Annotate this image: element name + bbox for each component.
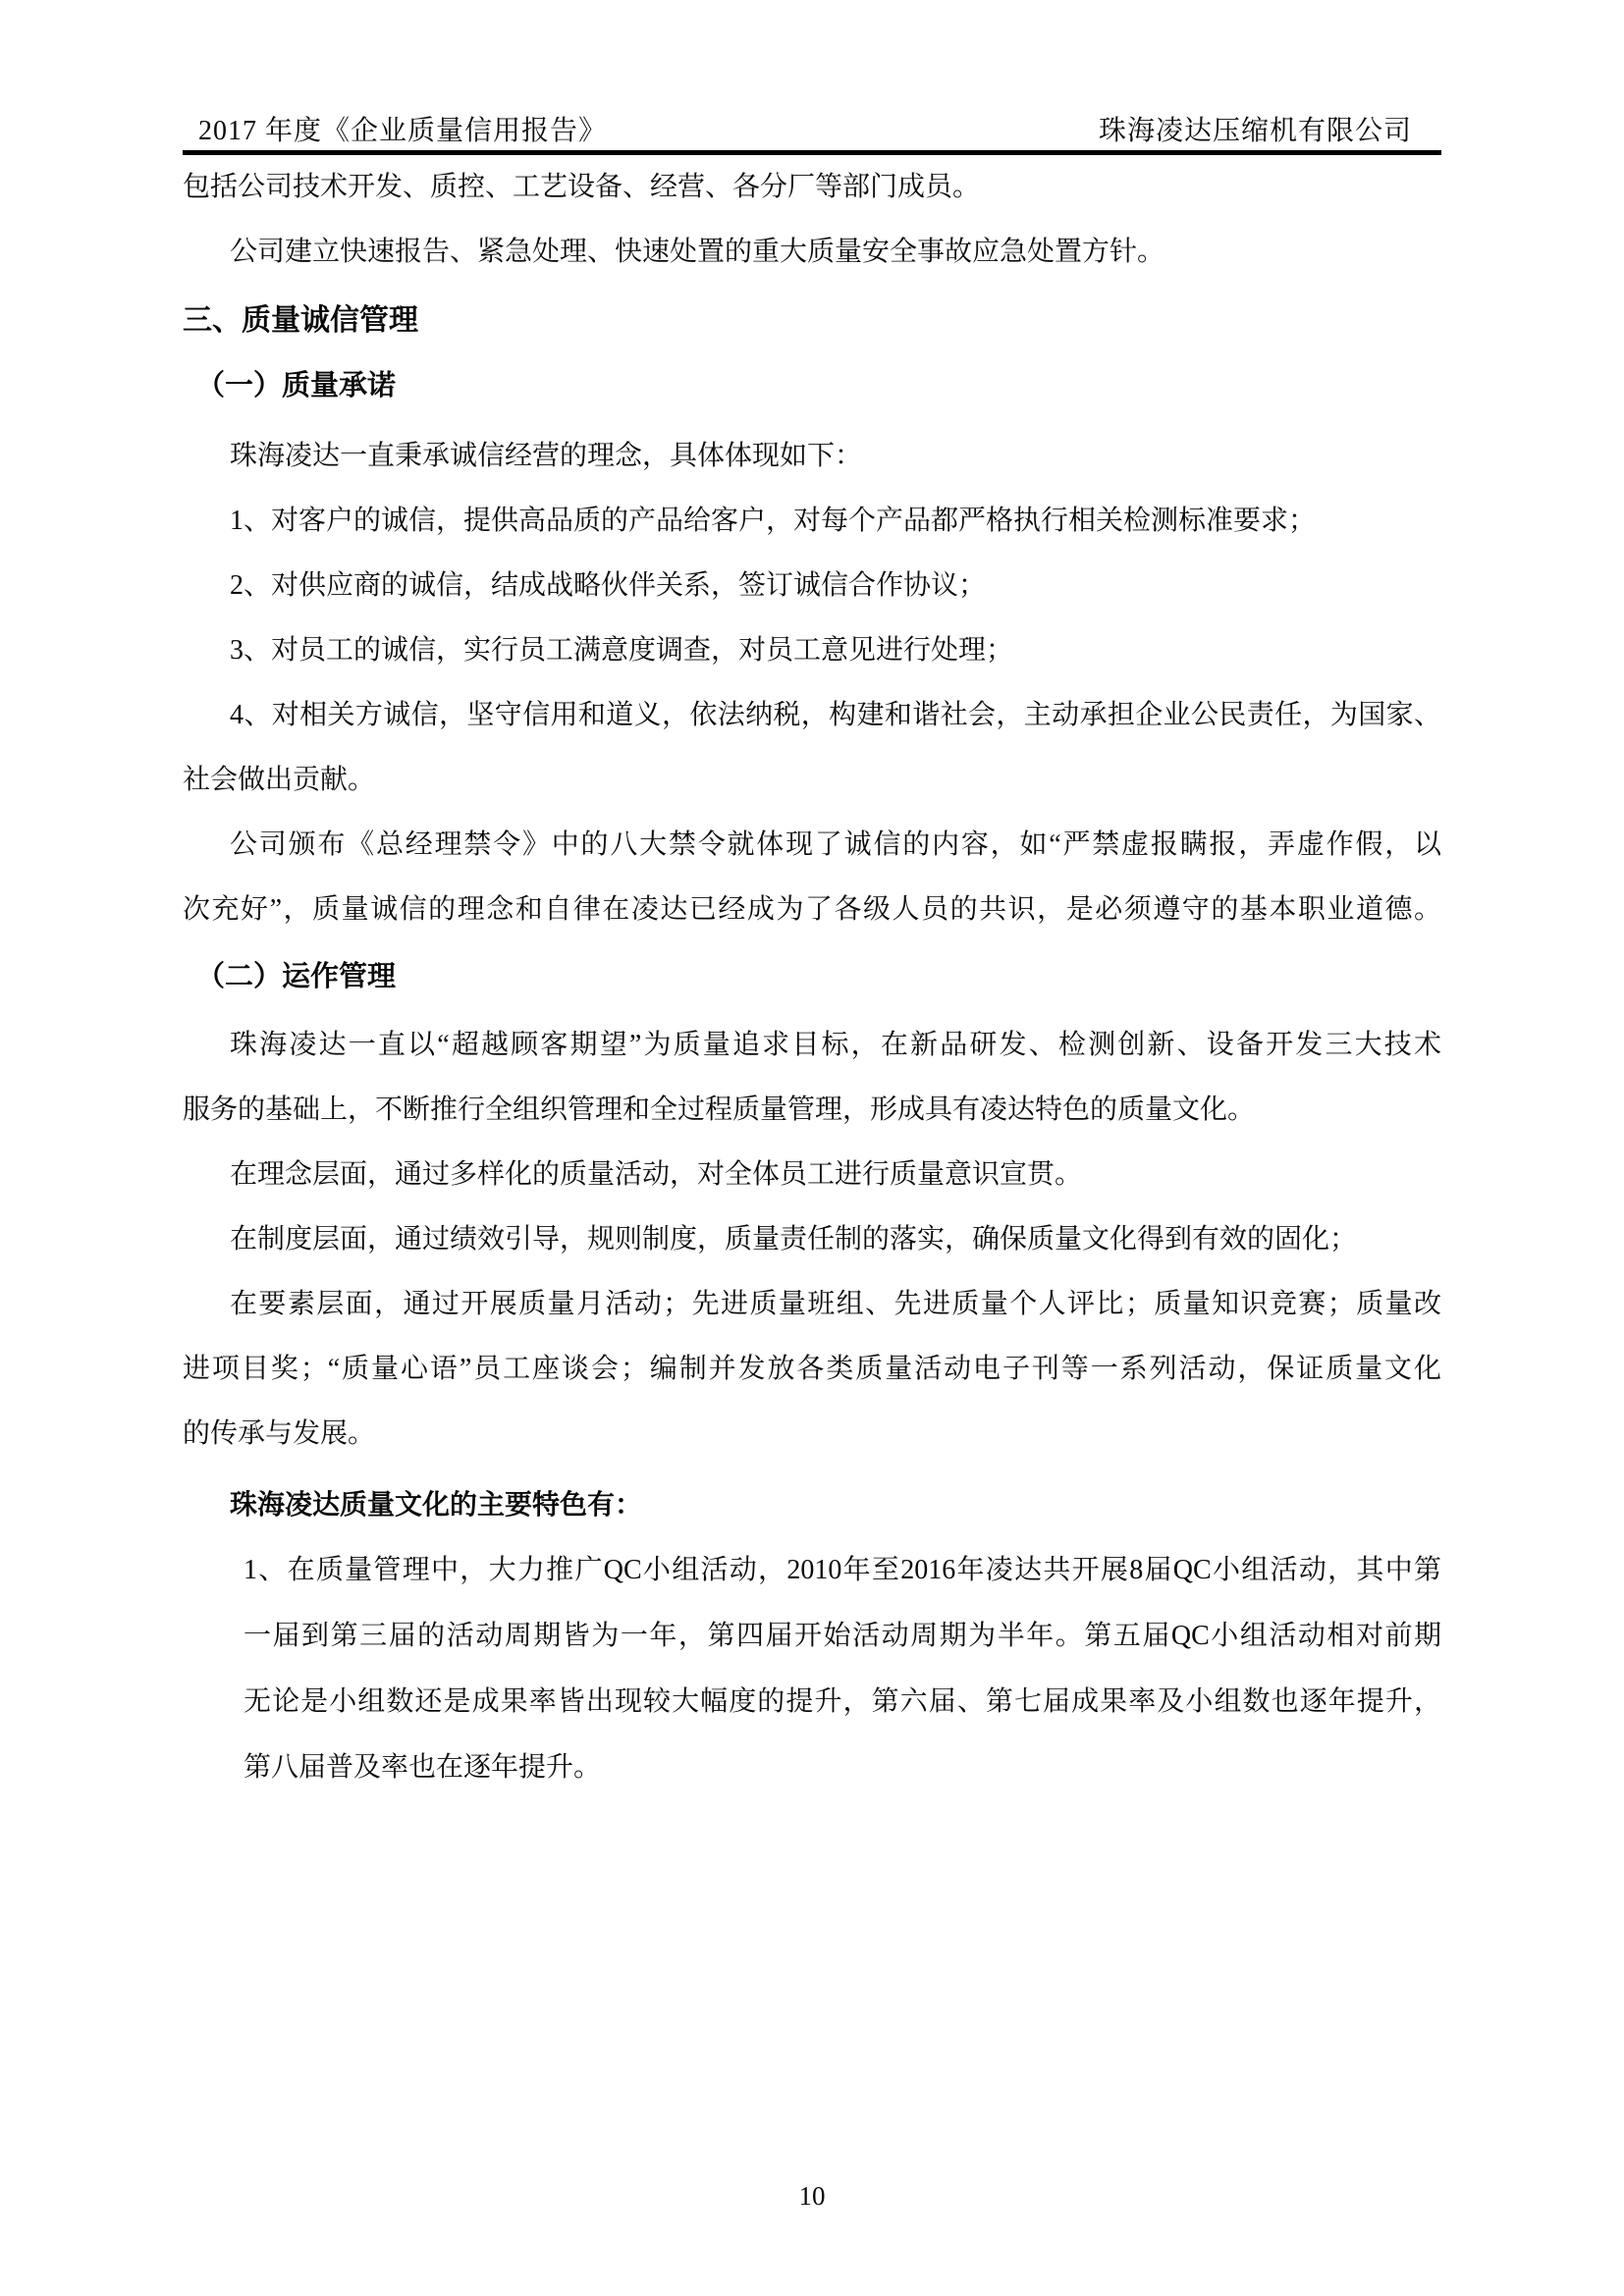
page-body xyxy=(183,155,1441,1800)
paragraph-line: 服务的基础上，不断推行全组织管理和全过程质量管理，形成具有凌达特色的质量文化。 xyxy=(183,1095,1256,1125)
subsection-heading-operation-management: （二）运作管理 xyxy=(196,961,397,992)
paragraph-line: 珠海凌达一直以“超越顾客期望”为质量追求目标，在新品研发、检测创新、设备开发三大技术 xyxy=(230,1030,1441,1060)
list-item-line: 无论是小组数还是成果率皆出现较大幅度的提升，第六届、第七届成果率及小组数也逐年提升， xyxy=(244,1686,1441,1717)
list-item-line: 第八届普及率也在逐年提升。 xyxy=(244,1752,602,1783)
paragraph-line: 珠海凌达一直秉承诚信经营的理念，具体体现如下： xyxy=(230,441,863,471)
paragraph-line: 次充好”，质量诚信的理念和自律在凌达已经成为了各级人员的共识，是必须遵守的基本职业道德。 xyxy=(183,894,1441,925)
paragraph-line: 包括公司技术开发、质控、工艺设备、经营、各分厂等部门成员。 xyxy=(183,172,981,202)
paragraph-line: 的传承与发展。 xyxy=(183,1418,376,1449)
paragraph-line: 公司建立快速报告、紧急处理、快速处置的重大质量安全事故应急处置方针。 xyxy=(230,237,1165,267)
page-number: 10 xyxy=(798,2181,826,2211)
paragraph-line: 在制度层面，通过绩效引导，规则制度，质量责任制的落实，确保质量文化得到有效的固化； xyxy=(230,1224,1358,1255)
list-item-line: 1、在质量管理中，大力推广QC小组活动，2010年至2016年凌达共开展8届QC小组活动，其中第 xyxy=(244,1555,1441,1585)
paragraph-line: 社会做出贡献。 xyxy=(183,765,376,795)
paragraph-line: 进项目奖；“质量心语”员工座谈会；编制并发放各类质量活动电子刊等一系列活动，保证质量文化 xyxy=(183,1354,1441,1384)
page-header xyxy=(183,114,1441,149)
emphasis-line: 珠海凌达质量文化的主要特色有： xyxy=(230,1489,643,1520)
paragraph-line: 在理念层面，通过多样化的质量活动，对全体员工进行质量意识宣贯。 xyxy=(230,1159,1083,1190)
list-item-line: 一届到第三届的活动周期皆为一年，第四届开始活动周期为半年。第五届QC小组活动相对前期 xyxy=(244,1621,1441,1651)
section-heading-quality-integrity: 三、质量诚信管理 xyxy=(183,304,418,337)
list-item-line: 4、对相关方诚信，坚守信用和道义，依法纳税，构建和谐社会，主动承担企业公民责任，为国家、 xyxy=(230,700,1441,730)
list-item-line: 3、对员工的诚信，实行员工满意度调查，对员工意见进行处理； xyxy=(230,635,1014,666)
page-footer xyxy=(0,2179,1624,2213)
paragraph-line: 在要素层面，通过开展质量月活动；先进质量班组、先进质量个人评比；质量知识竞赛；质量改 xyxy=(230,1289,1441,1319)
subsection-heading-quality-commitment: （一）质量承诺 xyxy=(196,370,397,401)
paragraph-line: 公司颁布《总经理禁令》中的八大禁令就体现了诚信的内容，如“严禁虚报瞒报，弄虚作假，以 xyxy=(230,829,1441,860)
list-item-line: 2、对供应商的诚信，结成战略伙伴关系，签订诚信合作协议； xyxy=(230,570,987,601)
list-item-line: 1、对客户的诚信，提供高品质的产品给客户，对每个产品都严格执行相关检测标准要求； xyxy=(230,506,1317,536)
header-report-title: 2017 年度《企业质量信用报告》 xyxy=(198,116,608,146)
header-company-name: 珠海凌达压缩机有限公司 xyxy=(1098,116,1412,146)
